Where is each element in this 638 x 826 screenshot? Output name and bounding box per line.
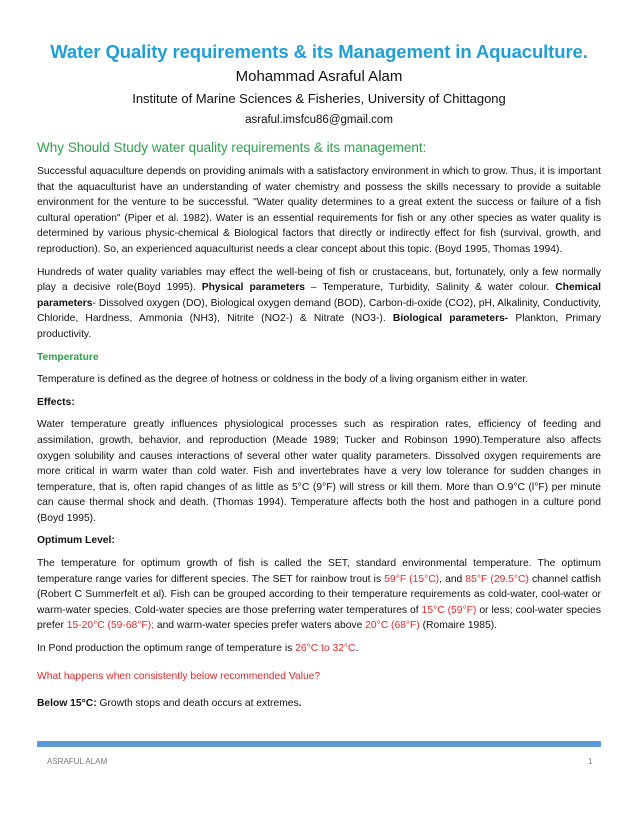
affiliation: Institute of Marine Sciences & Fisheries, University of Chittagong <box>132 91 506 106</box>
optimum-heading: Optimum Level: <box>37 535 115 547</box>
text-run: Growth stops and death occurs at extremes <box>96 698 299 710</box>
red-value: 85°F (29.5°C) <box>465 573 529 585</box>
red-value: 26°C to 32°C <box>295 643 356 655</box>
text-run: , and <box>439 573 466 585</box>
effects-heading: Effects: <box>37 396 75 408</box>
text-run: In Pond production the optimum range of temperature is <box>37 643 296 655</box>
biological-parameters-label: Biological parameters- <box>392 313 509 325</box>
section-title: Why Should Study water quality requirements & its management: <box>37 140 427 155</box>
text-run: . <box>355 643 359 655</box>
doc-title: Water Quality requirements & its Management in Aquaculture. <box>50 41 588 62</box>
temperature-heading: Temperature <box>37 351 99 363</box>
below-question: What happens when consistently below recommended Value? <box>37 670 321 682</box>
red-value: 15°C (59°F) <box>421 604 477 616</box>
text-run: – Temperature, Turbidity, Salinity & water colour. <box>304 282 556 294</box>
text-run: - Dissolved oxygen (DO), Biological oxygen demand (BOD), Carbon-di-oxide (CO2), pH, Alkalinity, Conductivity, Chloride, Hardness, Ammonia (NH3), Nitrite (NO2-) & Nitrate (NO3-). <box>37 297 601 325</box>
red-value: 59°F (15°C) <box>384 573 440 585</box>
below15-paragraph <box>37 696 601 712</box>
red-value: 20°C (68°F) <box>365 620 420 632</box>
author-name: Mohammad Asraful Alam <box>235 68 403 85</box>
page-number: 1 <box>588 757 593 766</box>
parameters-paragraph <box>37 265 601 343</box>
document-page <box>37 40 601 712</box>
author-email: asraful.imsfcu86@gmail.com <box>245 114 393 126</box>
below15-label: Below 15°C: <box>37 698 97 710</box>
text-run: Plankton, Primary productivity. <box>37 313 601 340</box>
effects-paragraph: Water temperature greatly influences physiological processes such as respiration rates, efficiency of feeding and assimilation, growth, behavior, and reproduction (Meade 1989; Tucker and Robinson 1990).Temperature also affects oxygen solubility and causes interactions of several other water quality parameters. Dissolved oxygen requirements are more critical in warm water than cold water. Fish and invertebrates have a very low tolerance for sudden changes in temperature, that is, often rapid changes of as little as 5°C (9°F) will stress or kill them. More than O.9°C (l°F) per minute can cause thermal shock and death. (Thomas 1994). Temperature affects both the host and pathogen in a culture pond (Boyd 1995). <box>37 419 601 524</box>
red-value: 15-20°C (59-68°F); <box>66 620 154 632</box>
pond-paragraph <box>37 641 601 657</box>
text-run: . <box>298 698 302 710</box>
physical-parameters-label: Physical parameters <box>201 282 305 294</box>
text-run: (Romaire 1985). <box>419 620 498 632</box>
footer-author: ASRAFUL ALAM <box>47 757 108 766</box>
temperature-definition: Temperature is defined as the degree of hotness or coldness in the body of a living organism either in water. <box>37 374 529 386</box>
optimum-paragraph <box>37 556 601 634</box>
text-run: The temperature for optimum growth of fish is called the SET, standard environmental temperature. The optimum temperature range varies for different species. The SET for rainbow trout is <box>37 558 601 585</box>
text-run: and warm-water species prefer waters above <box>153 620 366 632</box>
text-run: channel catfish (Robert C Summerfelt et al). Fish can be grouped according to their temperature requirements as cold-water, cool-water or warm-water species. Cold-water species are those preferring water temperatures of <box>37 573 601 616</box>
text-run: or less; cool-water species prefer <box>37 604 601 632</box>
footer-divider <box>37 741 601 747</box>
chemical-parameters-label: Chemical parameters <box>37 282 602 309</box>
intro-paragraph: Successful aquaculture depends on providing animals with a satisfactory environment in which to grow. Thus, it is important that the aquaculturist have an understanding of water chemistry and possess the skills necessary to provide a suitable environment for the venture to be successful. "Water quality determines to a great extent the success or failure of a fish cultural operation" (Piper et al. 1982). Water is an essential requirements for fish or any other species as water quality is determined by various physic-chemical & Biological factors that directly or indirectly effect for fish (survival, growth, and reproduction). So, an experienced aquaculturist needs a clear concept about this topic. (Boyd 1995, Thomas 1994). <box>37 166 601 255</box>
text-run: Hundreds of water quality variables may effect the well-being of fish or crustaceans, but, fortunately, only a few normally play a decisive role(Boyd 1995). <box>37 266 601 294</box>
